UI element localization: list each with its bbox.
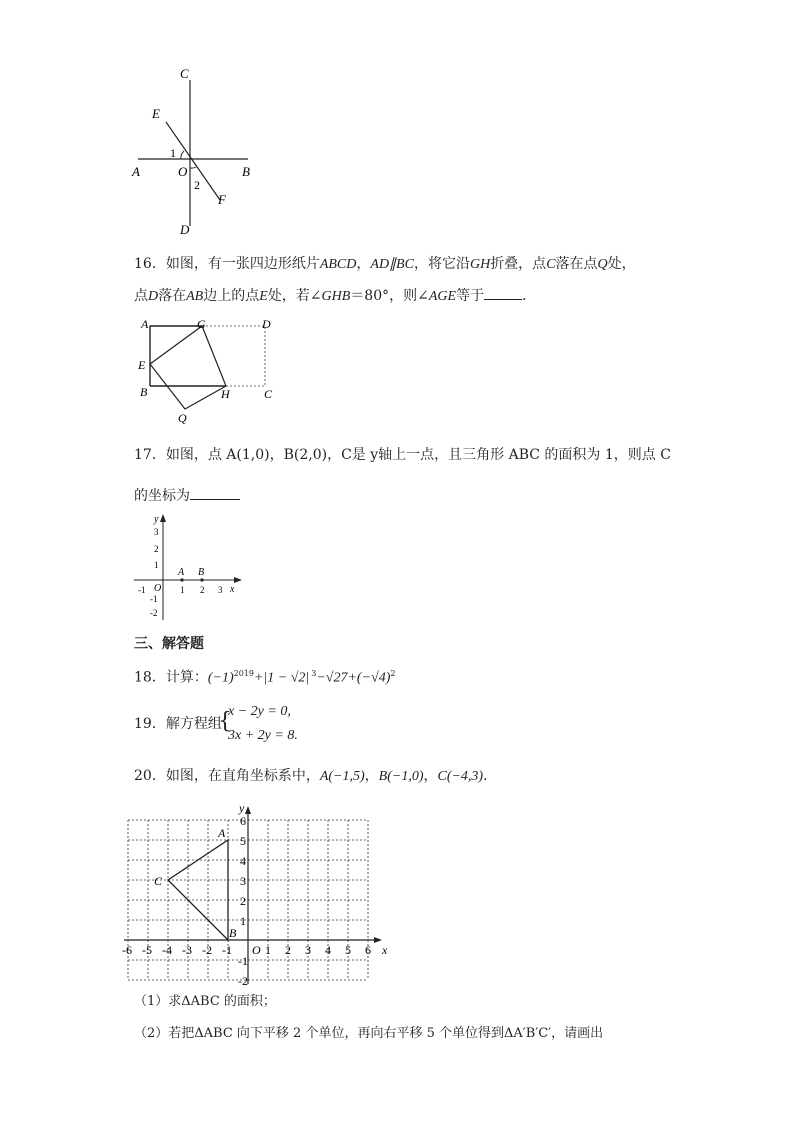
line-ef (166, 122, 220, 200)
origin-label: O (252, 943, 261, 957)
x-arrow (374, 937, 382, 943)
q19-brace: { (218, 709, 232, 734)
y-arrow (160, 514, 166, 522)
label-f: F (218, 192, 226, 207)
x-arrow (234, 577, 242, 583)
tick-label-x: -2 (202, 943, 212, 957)
tick-y--1: -1 (150, 594, 158, 604)
section-title: 三、解答题 (134, 636, 204, 652)
tick-label-y: -2 (238, 974, 248, 988)
q20-part2: （2）若把ΔABC 向下平移 2 个单位，再向右平移 5 个单位得到ΔA′B′C′，请画出 (134, 1026, 604, 1041)
tick-label-x: -4 (162, 943, 172, 957)
fig15-diagram (128, 66, 268, 238)
q16-line1: 16．如图，有一张四边形纸片ABCD，AD∥BC，将它沿GH折叠，点C落在点Q处， (134, 256, 636, 272)
folded-quad (150, 326, 226, 409)
tick-label-x: 6 (365, 943, 371, 957)
tick-x--1: -1 (138, 585, 146, 595)
q16-fold-diagram (134, 314, 284, 426)
q19-eq2: 3x + 2y = 8. (228, 728, 298, 743)
label-a: A (178, 567, 185, 578)
tick-x-2: 2 (200, 585, 205, 595)
label-d: D (180, 222, 190, 237)
tick-label-x: 5 (345, 943, 351, 957)
tick-label-x: -3 (182, 943, 192, 957)
tick-label-y: 3 (240, 874, 246, 888)
origin-label: O (154, 583, 162, 594)
tick-y-1: 1 (154, 560, 159, 570)
x-label: x (382, 943, 388, 957)
label-e: E (138, 358, 146, 372)
tick-label-x: 3 (305, 943, 311, 957)
tick-y--2: -2 (150, 608, 158, 618)
q19-eq1: x − 2y = 0, (228, 704, 291, 719)
label-b: B (229, 926, 237, 940)
tick-x-1: 1 (180, 585, 185, 595)
tick-label-x: 1 (265, 943, 271, 957)
answer-blank[interactable] (190, 485, 240, 500)
tick-y-2: 2 (154, 544, 159, 554)
label-a: A (132, 164, 140, 179)
answer-blank[interactable] (484, 285, 522, 300)
tick-label-y: 4 (240, 854, 246, 868)
tick-label-x: -6 (122, 943, 132, 957)
triangle-abc (168, 840, 228, 940)
tick-x-3: 3 (218, 585, 223, 595)
q20-coordinate-grid (122, 796, 406, 988)
label-d: D (262, 317, 271, 331)
y-label: y (154, 514, 159, 525)
label-h: H (221, 387, 230, 401)
point-b (200, 578, 203, 581)
q20-line: 20．如图，在直角坐标系中，A(−1,5)，B(−1,0)，C(−4,3)． (134, 768, 498, 784)
q19-label: 19．解方程组 (134, 716, 222, 732)
label-q: Q (178, 411, 187, 425)
label-c: C (180, 66, 189, 81)
original-rectangle (150, 326, 265, 386)
label-a: A (141, 317, 149, 331)
label-c: C (264, 387, 273, 401)
tick-label-x: 4 (325, 943, 331, 957)
label-c: C (154, 874, 163, 888)
q16-line2: 点D落在AB边上的点E处，若∠GHB＝80°，则∠AGE等于 ． (134, 285, 536, 307)
tick-label-x: -5 (142, 943, 152, 957)
tick-label-x: -1 (222, 943, 232, 957)
q17-axes (130, 508, 250, 624)
angle-2-arc (190, 167, 196, 168)
label-1: 1 (170, 146, 176, 160)
q17-line2: 的坐标为 (134, 485, 240, 506)
tick-label-y: 2 (240, 894, 246, 908)
tick-y-3: 3 (154, 527, 159, 537)
label-2: 2 (194, 178, 200, 192)
label-b: B (198, 567, 205, 578)
angle-1-arc (181, 151, 184, 159)
label-e: E (152, 106, 160, 121)
q18-line: 18．计算：$(-1)^{2019}+|1 - √2|$ $^3-√27+(-√4)^2$ (134, 669, 396, 686)
x-label: x (230, 584, 235, 595)
point-a (180, 578, 183, 581)
tick-label-y: 1 (240, 914, 246, 928)
label-o: O (178, 164, 188, 179)
tick-label-x: 2 (285, 943, 291, 957)
y-label: y (239, 801, 245, 815)
label-b: B (242, 164, 250, 179)
tick-label-y: -1 (238, 954, 248, 968)
tick-label-y: 5 (240, 834, 246, 848)
q20-part1: （1）求ΔABC 的面积； (134, 994, 276, 1009)
label-g: G (197, 317, 206, 331)
tick-label-y: 6 (240, 814, 246, 828)
y-arrow (245, 806, 251, 814)
label-a: A (218, 826, 226, 840)
q17-line1: 17．如图，点 A(1,0)，B(2,0)，C是 y轴上一点，且三角形 ABC 的面积为 1，则点 C (134, 447, 671, 463)
label-b: B (140, 385, 148, 399)
